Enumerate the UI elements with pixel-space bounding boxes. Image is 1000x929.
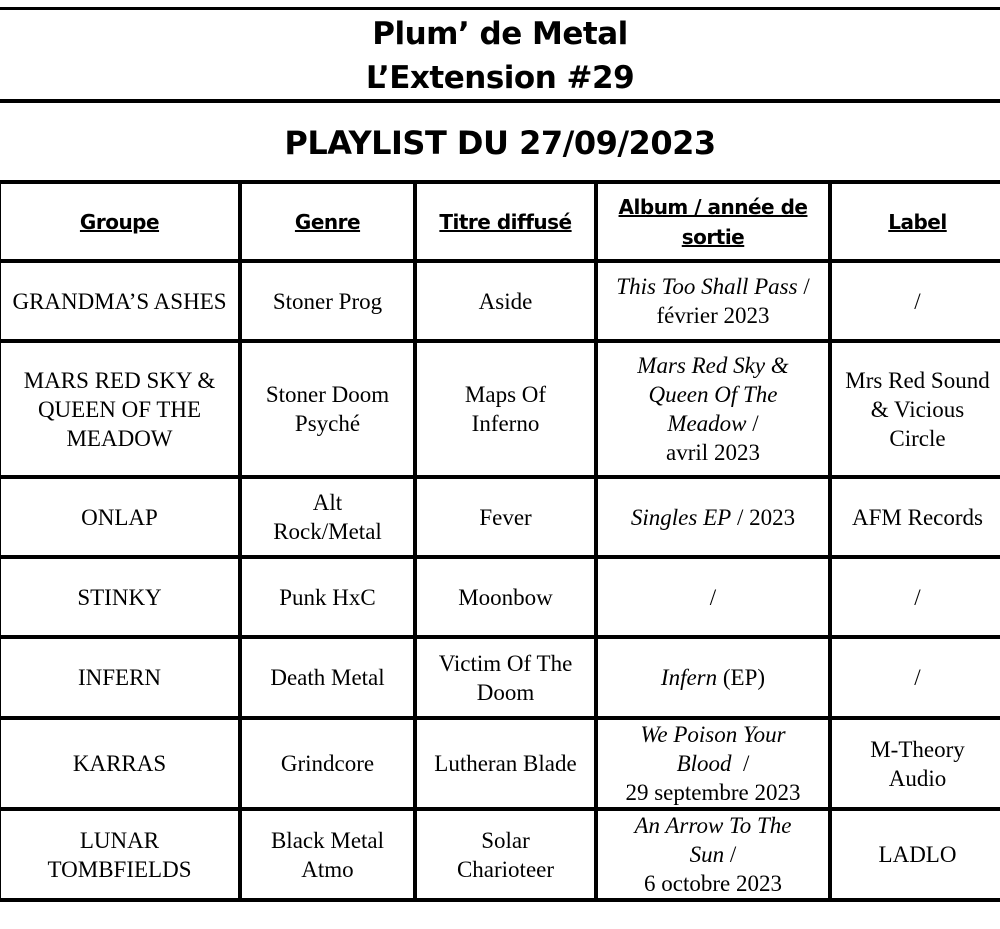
show-name: Plum’ de Metal	[372, 16, 628, 52]
table-row	[0, 809, 1000, 900]
cell-groupe: MARS RED SKY & QUEEN OF THE MEADOW	[0, 341, 240, 477]
cell-groupe: INFERN	[0, 637, 240, 718]
album-separator: /	[709, 584, 717, 610]
album-separator: /	[731, 751, 750, 776]
cell-groupe: STINKY	[0, 557, 240, 637]
cell-titre: Victim Of The Doom	[415, 637, 596, 718]
cell-album	[596, 557, 830, 637]
cell-genre: Alt Rock/Metal	[240, 477, 415, 557]
cell-titre: Solar Charioteer	[415, 809, 596, 900]
cell-label: M-Theory Audio	[830, 718, 1000, 809]
album-separator: /	[724, 842, 737, 867]
album-title: We Poison Your Blood	[640, 722, 786, 776]
cell-titre: Aside	[415, 261, 596, 341]
table-row	[0, 341, 1000, 477]
album-title: This Too Shall Pass	[616, 274, 798, 299]
album-separator: /	[746, 411, 759, 436]
cell-genre: Stoner Doom Psyché	[240, 341, 415, 477]
album-date: 6 octobre 2023	[644, 871, 782, 896]
cell-groupe: ONLAP	[0, 477, 240, 557]
playlist-title: PLAYLIST DU 27/09/2023	[284, 124, 716, 162]
cell-album	[596, 341, 830, 477]
cell-groupe: GRANDMA’S ASHES	[0, 261, 240, 341]
table-row	[0, 718, 1000, 809]
album-title: Mars Red Sky & Queen Of The Meadow	[637, 353, 789, 436]
album-date: février 2023	[656, 303, 770, 328]
table-row	[0, 261, 1000, 341]
cell-genre: Grindcore	[240, 718, 415, 809]
album-title: Infern	[660, 665, 718, 690]
cell-groupe: KARRAS	[0, 718, 240, 809]
cell-label: /	[830, 557, 1000, 637]
cell-genre: Black Metal Atmo	[240, 809, 415, 900]
album-date: 29 septembre 2023	[625, 780, 801, 805]
cell-genre: Death Metal	[240, 637, 415, 718]
cell-label: /	[830, 637, 1000, 718]
cell-label: LADLO	[830, 809, 1000, 900]
table-row	[0, 557, 1000, 637]
cell-label: /	[830, 261, 1000, 341]
column-header-titre: Titre diffusé	[415, 182, 596, 261]
cell-titre: Fever	[415, 477, 596, 557]
playlist-table	[0, 180, 1000, 902]
column-header-label: Label	[830, 182, 1000, 261]
episode-title: L’Extension #29	[365, 60, 635, 96]
table-row	[0, 477, 1000, 557]
column-header-genre: Genre	[240, 182, 415, 261]
cell-album	[596, 809, 830, 900]
album-date: avril 2023	[666, 440, 760, 465]
cell-label: Mrs Red Sound & Vicious Circle	[830, 341, 1000, 477]
table-row	[0, 637, 1000, 718]
cell-titre: Lutheran Blade	[415, 718, 596, 809]
album-title: Singles EP	[630, 504, 732, 530]
cell-album	[596, 261, 830, 341]
cell-genre: Punk HxC	[240, 557, 415, 637]
cell-album	[596, 477, 830, 557]
cell-album	[596, 637, 830, 718]
column-header-album: Album / année de sortie	[596, 182, 830, 261]
album-date: (EP)	[722, 665, 766, 690]
album-title: An Arrow To The Sun	[634, 813, 792, 867]
album-date: 2023	[749, 504, 796, 530]
column-header-groupe: Groupe	[0, 182, 240, 261]
cell-label: AFM Records	[830, 477, 1000, 557]
title-divider	[0, 99, 1000, 103]
cell-album	[596, 718, 830, 809]
album-separator: /	[797, 274, 810, 299]
cell-genre: Stoner Prog	[240, 261, 415, 341]
top-rule	[0, 7, 1000, 10]
album-separator: /	[731, 504, 750, 530]
cell-titre: Maps Of Inferno	[415, 341, 596, 477]
cell-groupe: LUNAR TOMBFIELDS	[0, 809, 240, 900]
table-header-row	[0, 182, 1000, 261]
cell-titre: Moonbow	[415, 557, 596, 637]
